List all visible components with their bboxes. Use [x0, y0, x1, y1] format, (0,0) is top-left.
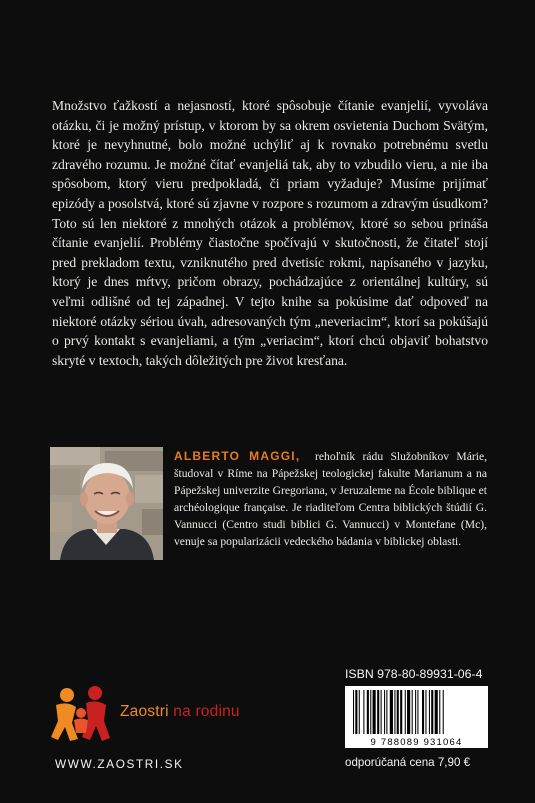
isbn-label: ISBN 978-80-89931-06-4 — [345, 667, 483, 681]
back-cover-blurb: Množstvo ťažkostí a nejasností, ktoré spôsobuje čítanie evanjelií, vyvoláva otázku, či je možný prístup, v ktorom by sa okrem osvietenia Duchom Svätým, ktoré je nevyhnutné, bolo možné uchýliť aj k rovnako potrebnému svetlu zdravého rozumu. Je možné čítať evanjeliá tak, aby to vzbudilo vieru, a nie iba spôsobom, ktorý vieru predpokladá, či priam vyžaduje? Musíme prijímať epizódy a posolstvá, ktoré sú zjavne v rozpore s rozumom a zdravým úsudkom? Toto sú len niektoré z mnohých otázok a problémov, ktoré so sebou prináša čítanie evanjelií. Problémy čiastočne spočívajú v skutočnosti, že čitateľ stojí pred prekladom textu, vzniknutého pred dvetisíc rokmi, napísaného v jazyku, ktorý je dnes mŕtvy, pričom obrazy, pochádzajúce z orientálnej kultúry, sú veľmi odlišné od tej západnej. V tejto knihe sa pokúsime dať odpoveď na niektoré otázky sériou úvah, adresovaných tým „neveriacim“, ktorí sa pokúšajú o prvý kontakt s evanjeliami, a tým „veriacim“, ktorí chcú objaviť bohatstvo skryté v textoch, takých dôležitých pre život kresťana. — [52, 98, 488, 368]
publisher-logo-wordmark: Zaostri na rodinu — [120, 703, 240, 720]
author-name: ALBERTO MAGGI, — [174, 449, 301, 463]
recommended-price: odporúčaná cena 7,90 € — [345, 756, 471, 769]
author-bio-text: rehoľník rádu Služobníkov Márie, študoval v Ríme na Pápežskej teologickej fakulte Marianum a na Pápežskej univerzite Gregoriana, v Jeruzaleme na École biblique et archéologique française. Je riaditeľom Centra biblických štúdií G. Vannucci (Centro studi biblici G. Vannucci) v Montefane (Mc), venuje sa popularizácii vedeckého bádania v biblickej oblasti. — [174, 450, 487, 548]
publisher-website: WWW.ZAOSTRI.SK — [55, 757, 184, 771]
publisher-logo — [50, 683, 290, 743]
barcode-number: 9 788089 931064 — [370, 737, 463, 748]
author-bio — [174, 448, 487, 550]
barcode — [345, 686, 488, 748]
author-photo — [50, 447, 163, 560]
family-figures-icon — [50, 683, 112, 743]
